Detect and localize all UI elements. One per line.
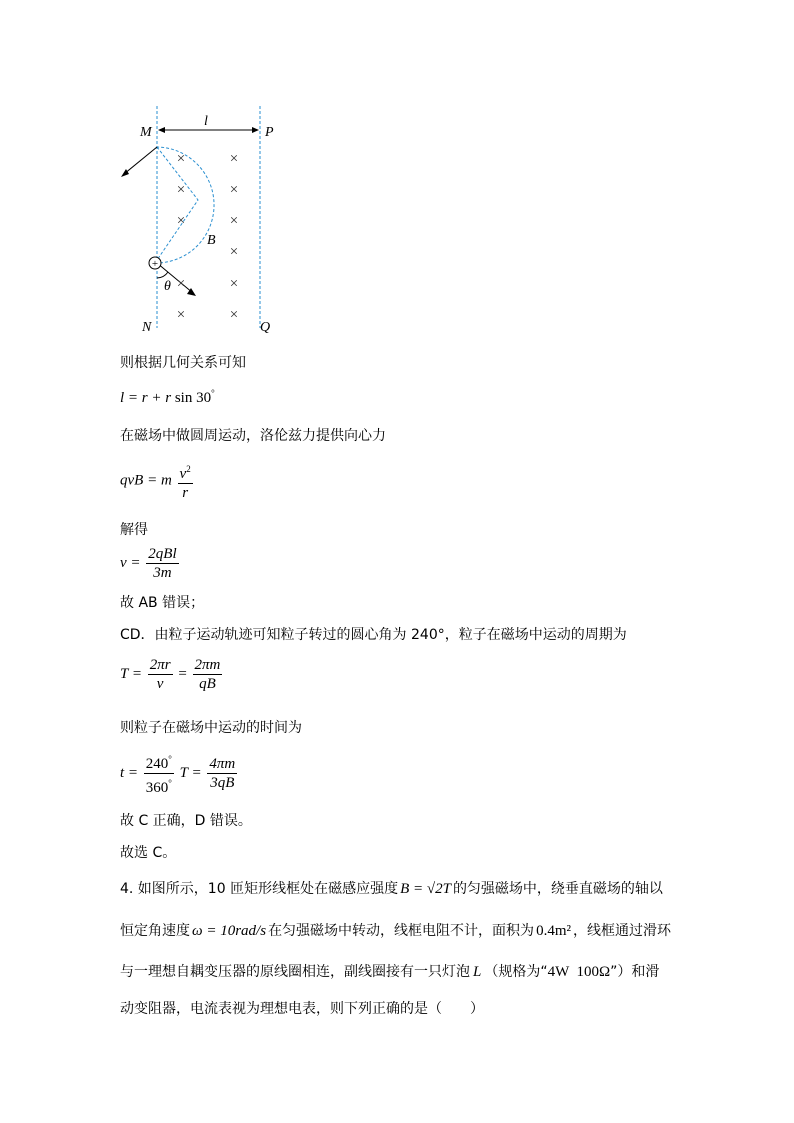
ab-wrong-line: 故 AB 错误；	[120, 595, 205, 611]
equation-3: v = $\frac{\text{2qBl}}{3m}$	[120, 546, 177, 581]
c-right-line: 故 C 正确，D 错误。	[120, 813, 252, 829]
cross-mark: ×	[176, 276, 186, 292]
cross-mark: ×	[229, 244, 239, 260]
cross-mark: ×	[176, 151, 186, 167]
cross-mark: ×	[229, 307, 239, 323]
equation-1: l = r + r sin 30°	[120, 388, 215, 406]
q4-line-2: 恒定角速度 ω = 10rad/s 在匀强磁场中转动，线框电阻不计，面积为 0.4m² ，线框通过滑环	[120, 923, 671, 939]
theta-arc	[157, 272, 168, 278]
solve-line: 解得	[120, 522, 148, 538]
magnetic-field-figure	[100, 100, 290, 340]
lorentz-line: 在磁场中做圆周运动，洛伦兹力提供向心力	[120, 428, 386, 444]
choose-line: 故选 C。	[120, 845, 177, 861]
label-Q: Q	[260, 320, 271, 335]
time-intro-line: 则粒子在磁场中运动的时间为	[120, 720, 302, 736]
label-B: B	[207, 233, 216, 248]
geometry-line: 则根据几何关系可知	[120, 355, 246, 371]
cross-mark: ×	[176, 213, 186, 229]
equation-4: T = $\frac{2\pi r}{v}$ = $\frac{2\pi m}{qB}$	[120, 657, 221, 692]
equation-2: qvB = m $\frac{v^2}{r}$	[120, 460, 195, 502]
cross-mark: ×	[176, 182, 186, 198]
cross-mark: ×	[229, 182, 239, 198]
cross-mark: ×	[229, 213, 239, 229]
cross-mark: ×	[176, 307, 186, 323]
label-M: M	[140, 125, 152, 140]
cd-intro-line: CD．由粒子运动轨迹可知粒子转过的圆心角为 240°，粒子在磁场中运动的周期为	[120, 627, 627, 643]
label-theta: θ	[164, 279, 171, 294]
label-l: l	[204, 114, 208, 129]
q4-line-4: 动变阻器，电流表视为理想电表，则下列正确的是（ ）	[120, 1001, 484, 1017]
equation-5: t = $\frac{240^\circ}{360^\circ}$ T = $\frac{4\pi m}{3qB}$	[120, 750, 239, 797]
exit-velocity-arrow	[124, 147, 157, 174]
q4-line-1: 4. 如图所示，10 匝矩形线框处在磁感应强度 B = √2T 的匀强磁场中，绕垂直磁场的轴以	[120, 881, 663, 897]
q4-line-3: 与一理想自耦变压器的原线圈相连，副线圈接有一只灯泡 L （规格为“4W 100Ω”）和滑	[120, 964, 660, 980]
cross-mark: ×	[229, 151, 239, 167]
label-N: N	[142, 320, 152, 335]
label-P: P	[265, 125, 274, 140]
entry-velocity-arrow	[157, 263, 193, 293]
cross-mark: ×	[229, 276, 239, 292]
svg-text:+: +	[151, 258, 159, 270]
